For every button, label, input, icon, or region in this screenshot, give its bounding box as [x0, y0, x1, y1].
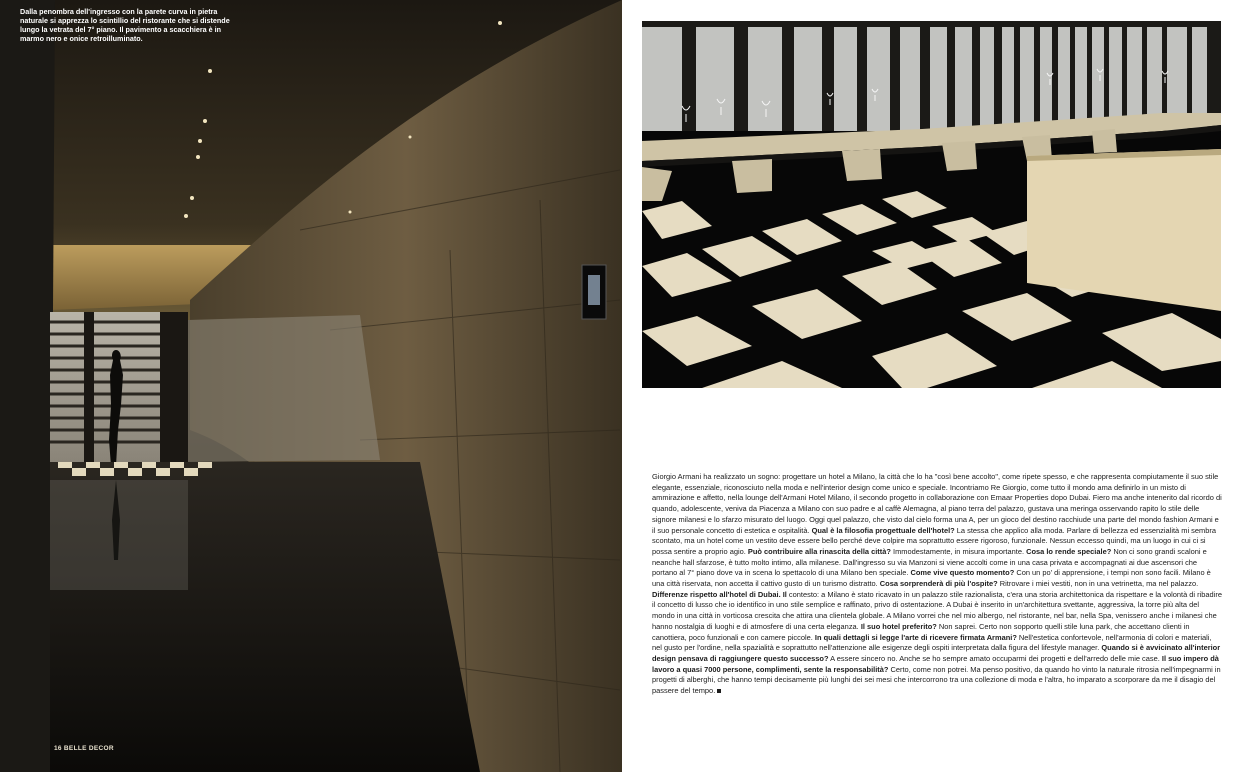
- article-text-segment: Giorgio Armani ha realizzato un sogno: progettare un hotel a Milano, la città che lo ha "così bene accolto", come ripete spesso, e che rappresenta compiutamente il suo stile elegante, essenziale, riconosciuto nella moda e nell'interior design come unico e speciale. Incontriamo Re Giorgio, come tutto il mondo ama definirlo in un misto di ammirazione e affetto, nella lounge dell'Armani Hotel Milano, il secondo progetto in collaborazione con Emaar Properties dopo Dubai. Fiero ma anche intenerito dal ricordo di quando, adolescente, veniva da Piacenza a Milano con suo padre e al caffè Alemagna, al piano terra del palazzo, gustava una meringa osservando rapito lo stile delle signore milanesi e lo sfarzo misurato del luogo. Oggi quel palazzo, che visto dal cielo forma una A, per un gioco del destino racchiude una parte del mondo fashion Armani e il suo personale concetto di estetica e ospitalità.: [652, 472, 1222, 535]
- page-gutter: [622, 0, 642, 772]
- interview-question: Cosa sorprenderà di più l'ospite?: [879, 579, 998, 589]
- interview-question: Il suo hotel preferito?: [860, 621, 937, 631]
- article-text-segment: Immodestamente, in misura importante.: [890, 546, 1027, 556]
- interview-question: Quando si è avvicinato all'interior design pensava di raggiungere questo successo?: [652, 643, 1221, 663]
- checkerboard-restaurant-image: [642, 21, 1221, 388]
- interview-question: Può contribuire alla rinascita della città?: [747, 546, 891, 556]
- interview-question: Il suo impero dà lavoro a quasi 7000 persone, complimenti, sente la responsabilità?: [652, 653, 1219, 674]
- restaurant-photo: [642, 21, 1221, 388]
- article-text-segment: Non saprei. Certo non sopporto quelli stile luna park, che accettano clienti in canottiera, poco funzionali e con camere piccole.: [652, 621, 1190, 642]
- article-text-segment: Certo, come non potrei. Ma penso positivo, da quando ho vinto la naturale ritrosia nell'impegnarmi in progetti di alberghi, che hanno tempi decisamente più lunghi dei sei mesi che intercorrono tra una collezione di moda e l'altra, ho imparato a scorporare da me il disagio del passere del tempo.: [652, 664, 1221, 696]
- article-text-segment: Ritrovare i miei vestiti, non in una vetrinetta, ma nel palazzo.: [997, 579, 1199, 589]
- article-text-segment: Nell'estetica confortevole, nell'armonia di colori e materiali, nel gusto per l'ordine, nella spazialità e soprattutto nell'attenzione alle esigenze degli ospiti interpretata dalla figura del lifestyle manager.: [652, 632, 1212, 653]
- article-text-segment: La stessa che applico alla moda. Parlare di bellezza ed essenzialità mi sembra scontato, ma un hotel come un vestito deve essere bello perché deve colpire ma soprattutto essere rigoroso, funzionale. Nessun eccesso quindi, ma un luogo in cui ci si possa sentire a proprio agio.: [652, 525, 1216, 556]
- interview-question: In quali dettagli si legge l'arte di ricevere firmata Armani?: [814, 632, 1017, 642]
- article-text-segment: A essere sincero no. Anche se ho sempre amato occuparmi dei progetti e dell'arredo delle mie case.: [828, 653, 1162, 663]
- interview-question: Qual è la filosofia progettuale dell'hotel?: [811, 525, 955, 535]
- photo-caption: Dalla penombra dell'ingresso con la parete curva in pietra naturale si apprezza lo scintillio del ristorante che si distende lungo la vetrata del 7° piano. Il pavimento a scacchiera è in marmo nero e onice retroilluminato.: [20, 7, 230, 43]
- interview-question: Come vive questo momento?: [910, 568, 1015, 578]
- article-body: [652, 472, 1222, 697]
- article-text-segment: Non ci sono grandi scaloni e neanche hall sfarzose, è tutto molto intimo, alla milanese. Dall'ingresso su via Manzoni si viene accolti come in una casa privata e accompagnati ai due ascensori che portano al 7° piano dove va in scena lo spettacolo di una Milano ben speciale.: [652, 546, 1207, 578]
- article-text-segment: contesto: a Milano è stato ricavato in un palazzo stile razionalista, c'era una storia architettonica da rispettare e la volontà di ribadire il concetto di lusso che io identifico in uno stile semplice e raffinato, privo di ostentazione. A Dubai è inserito in un'architettura svettante, aggressiva, la torre più alta del mondo in una città in vorticosa crescita che attira una clientela globale. A Milano vorrei che nel mio albergo, nel ristorante, nel bar, nella Spa, venissero anche i milanesi che hanno nostalgia di luoghi e di atmosfere di una certa eleganza.: [652, 589, 1222, 631]
- page-folio: 16 BELLE DECOR: [54, 745, 114, 752]
- interview-question: Cosa lo rende speciale?: [1026, 546, 1112, 556]
- interview-question: Il: [782, 589, 787, 599]
- end-of-article-mark: [717, 689, 721, 693]
- article-text-segment: Con un po' di apprensione, i tempi non sono facili. Milano è una città riservata, non accetta il cattivo gusto di un turismo distratto.: [652, 568, 1211, 589]
- interview-question: Differenze rispetto all'hotel di Dubai.: [652, 589, 781, 599]
